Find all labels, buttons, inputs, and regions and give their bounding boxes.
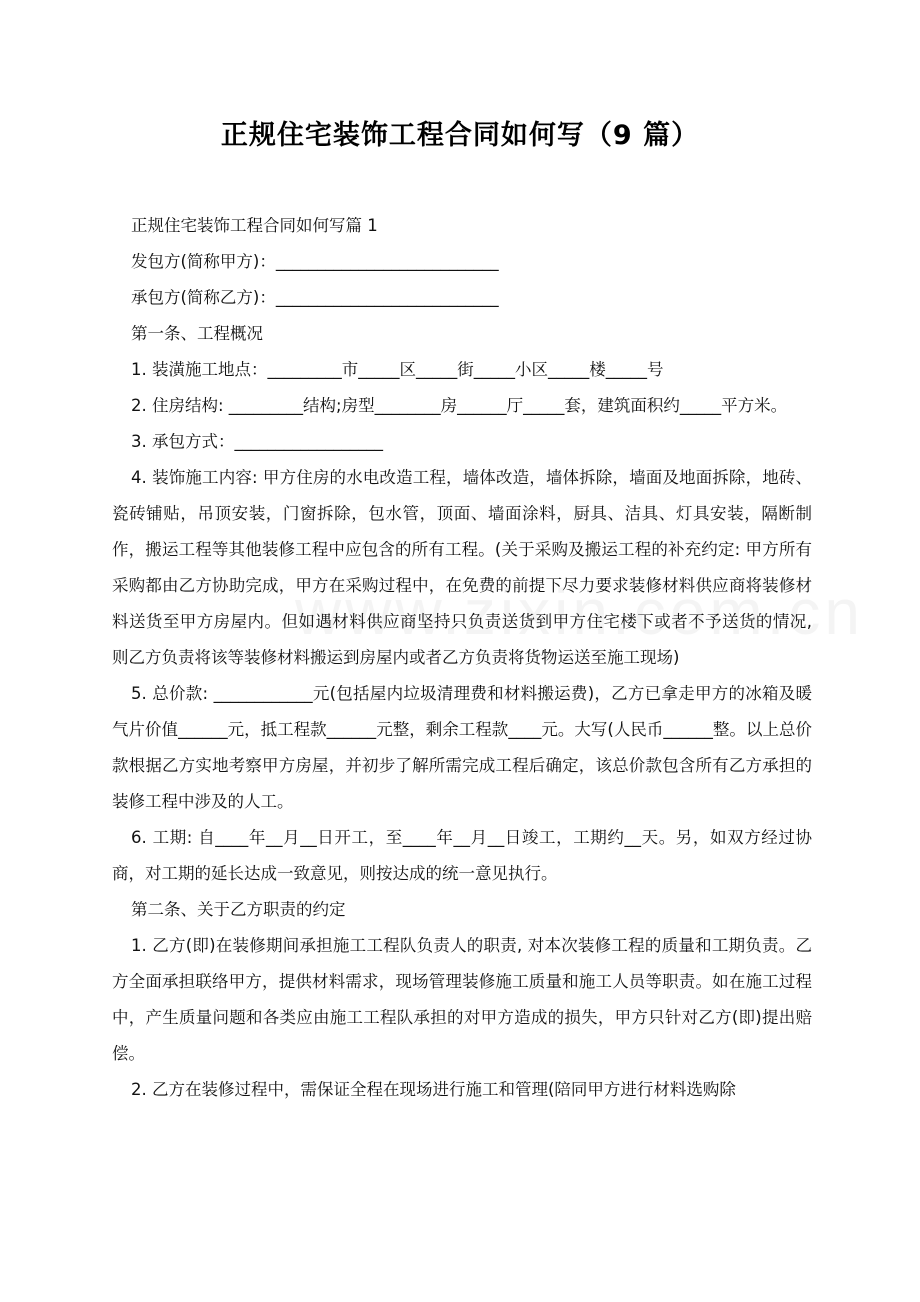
clause-2-structure: 2. 住房结构: _________结构;房型________房______厅_____套，建筑面积约_____平方米。 bbox=[131, 396, 788, 415]
clause-5-price: 5. 总价款: ____________元(包括屋内垃圾清理费和材料搬运费)，乙方已拿走甲方的冰箱及暖气片价值______元，抵工程款______元整，剩余工程款____元。大写(人民币______整。以上总价款根据乙方实地考察甲方房屋，并初步了解所需完成工程后确定，该总价款包含所有乙方承担的装修工程中涉及的人工。 bbox=[112, 684, 812, 811]
clause-4-scope: 4. 装饰施工内容: 甲方住房的水电改造工程，墙体改造，墙体拆除，墙面及地面拆除，地砖、瓷砖铺贴，吊顶安装，门窗拆除，包水管，顶面、墙面涂料，厨具、洁具、灯具安装，隔断制作，搬运工程等其他装修工程中应包含的所有工程。(关于采购及搬运工程的补充约定: 甲方所有采购都由乙方协助完成，甲方在采购过程中，在免费的前提下尽力要求装修材料供应商将装修材料送货至甲方房屋内。但如遇材料供应商坚持只负责送货到甲方住宅楼下或者不予送货的情况, 则乙方负责将该等装修材料搬运到房屋内或者乙方负责将货物运送至施工现场) bbox=[112, 468, 812, 667]
article-2-clause-2: 2. 乙方在装修过程中，需保证全程在现场进行施工和管理(陪同甲方进行材料选购除 bbox=[131, 1080, 736, 1099]
party-b-line: 承包方(简称乙方)：___________________________ bbox=[131, 288, 499, 307]
document-body bbox=[112, 208, 812, 1108]
clause-1-location: 1. 装潢施工地点：_________市_____区_____街_____小区_____楼_____号 bbox=[131, 360, 664, 379]
article-1-heading: 第一条、工程概况 bbox=[131, 324, 263, 343]
clause-3-contract-method: 3. 承包方式：__________________ bbox=[131, 432, 383, 451]
article-2-clause-1: 1. 乙方(即)在装修期间承担施工工程队负责人的职责, 对本次装修工程的质量和工期负责。乙方全面承担联络甲方，提供材料需求，现场管理装修施工质量和施工人员等职责。如在施工过程中，产生质量问题和各类应由施工工程队承担的对甲方造成的损失，甲方只针对乙方(即)提出赔偿。 bbox=[112, 936, 812, 1063]
clause-6-schedule: 6. 工期: 自____年__月__日开工，至____年__月__日竣工，工期约__天。另，如双方经过协商，对工期的延长达成一致意见，则按达成的统一意见执行。 bbox=[112, 828, 812, 883]
document-title: 正规住宅装饰工程合同如何写（9 篇） bbox=[220, 120, 700, 151]
section-heading-part-1: 正规住宅装饰工程合同如何写篇 1 bbox=[131, 216, 378, 235]
party-a-line: 发包方(简称甲方)：___________________________ bbox=[131, 252, 499, 271]
article-2-heading: 第二条、关于乙方职责的约定 bbox=[131, 900, 346, 919]
